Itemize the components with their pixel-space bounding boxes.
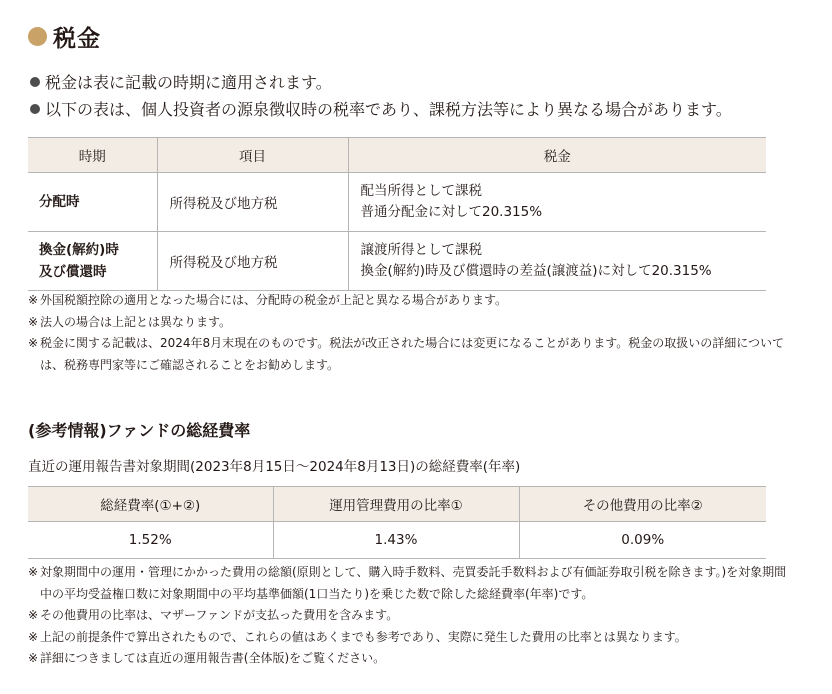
note-mark: ※ xyxy=(28,565,39,579)
cell-item: 所得税及び地方税 xyxy=(157,232,348,291)
note-text: 詳細につきましては直近の運用報告書(全体版)をご覧ください。 xyxy=(40,651,386,665)
bullet-item xyxy=(30,68,732,95)
cell-item: 所得税及び地方税 xyxy=(157,173,348,232)
tax-notes xyxy=(28,290,798,376)
header-period: 時期 xyxy=(28,138,157,173)
table-row xyxy=(28,173,766,232)
note-item xyxy=(28,312,798,334)
cell-period-line: 及び償還時 xyxy=(39,264,107,280)
note-item xyxy=(28,627,798,649)
note-item xyxy=(28,562,798,605)
header-item: 項目 xyxy=(157,138,348,173)
cell-tax-line: 換金(解約)時及び償還時の差益(譲渡益)に対して20.315% xyxy=(360,263,712,279)
cell-tax-line: 配当所得として課税 xyxy=(360,183,482,199)
cell-total-expense: 1.52% xyxy=(28,522,273,559)
bullet-dot-icon xyxy=(30,104,40,114)
note-item xyxy=(28,333,798,376)
bullet-text: 以下の表は、個人投資者の源泉徴収時の税率であり、課税方法等により異なる場合があります。 xyxy=(45,100,732,119)
note-mark: ※ xyxy=(28,629,39,644)
fee-section-description: 直近の運用報告書対象期間(2023年8月15日～2024年8月13日)の総経費率(年率) xyxy=(28,459,521,475)
cell-tax-line: 譲渡所得として課税 xyxy=(360,242,482,258)
note-mark: ※ xyxy=(28,336,39,350)
header-other-fee: その他費用の比率② xyxy=(519,487,766,522)
note-item xyxy=(28,648,798,670)
tax-table-header xyxy=(28,138,766,173)
cell-tax xyxy=(348,232,766,291)
fee-table-header xyxy=(28,487,766,522)
bullet-list xyxy=(30,68,732,122)
note-text: その他費用の比率は、マザーファンドが支払った費用を含みます。 xyxy=(40,608,399,622)
note-mark: ※ xyxy=(28,651,39,665)
note-item xyxy=(28,290,798,312)
bullet-text: 税金は表に記載の時期に適用されます。 xyxy=(45,73,332,92)
header-tax: 税金 xyxy=(348,138,766,173)
note-text: 上記の前提条件で算出されたもので、これらの値はあくまでも参考であり、実際に発生した費用の比率とは異なります。 xyxy=(40,629,687,644)
note-mark: ※ xyxy=(28,314,39,329)
cell-other-fee: 0.09% xyxy=(519,522,766,559)
cell-period: 分配時 xyxy=(28,173,157,232)
table-row xyxy=(28,522,766,559)
bullet-item xyxy=(30,95,732,122)
bullet-dot-icon xyxy=(30,77,40,87)
cell-period xyxy=(28,232,157,291)
fee-table xyxy=(28,486,766,559)
note-text: 法人の場合は上記とは異なります。 xyxy=(40,314,232,329)
cell-management-fee: 1.43% xyxy=(273,522,519,559)
fee-notes xyxy=(28,562,798,670)
note-text: 対象期間中の運用・管理にかかった費用の総額(原則として、購入時手数料、売買委託手数料および有価証券取引税を除きます。)を対象期間中の平均受益権口数に対象期間中の平均基準価額(1口当たり)を乗じた数で除した総経費率(年率)です。 xyxy=(40,565,787,601)
note-item xyxy=(28,605,798,627)
note-text: 税金に関する記載は、2024年8月末現在のものです。税法が改正された場合には変更になることがあります。税金の取扱いの詳細については、税務専門家等にご確認されることをお勧めします。 xyxy=(40,336,785,372)
page-title: 税金 xyxy=(53,26,101,52)
cell-tax xyxy=(348,173,766,232)
header-total-expense: 総経費率(①+②) xyxy=(28,487,273,522)
note-text: 外国税額控除の適用となった場合には、分配時の税金が上記と異なる場合があります。 xyxy=(40,293,508,307)
cell-tax-line: 普通分配金に対して20.315% xyxy=(360,204,543,220)
table-row xyxy=(28,232,766,291)
note-mark: ※ xyxy=(28,293,39,307)
tax-table xyxy=(28,137,766,291)
header-management-fee: 運用管理費用の比率① xyxy=(273,487,519,522)
fee-section-title: (参考情報)ファンドの総経費率 xyxy=(28,421,251,440)
cell-period-line: 換金(解約)時 xyxy=(39,242,119,258)
section-heading xyxy=(28,20,101,53)
heading-dot-icon xyxy=(28,27,47,46)
note-mark: ※ xyxy=(28,608,39,622)
